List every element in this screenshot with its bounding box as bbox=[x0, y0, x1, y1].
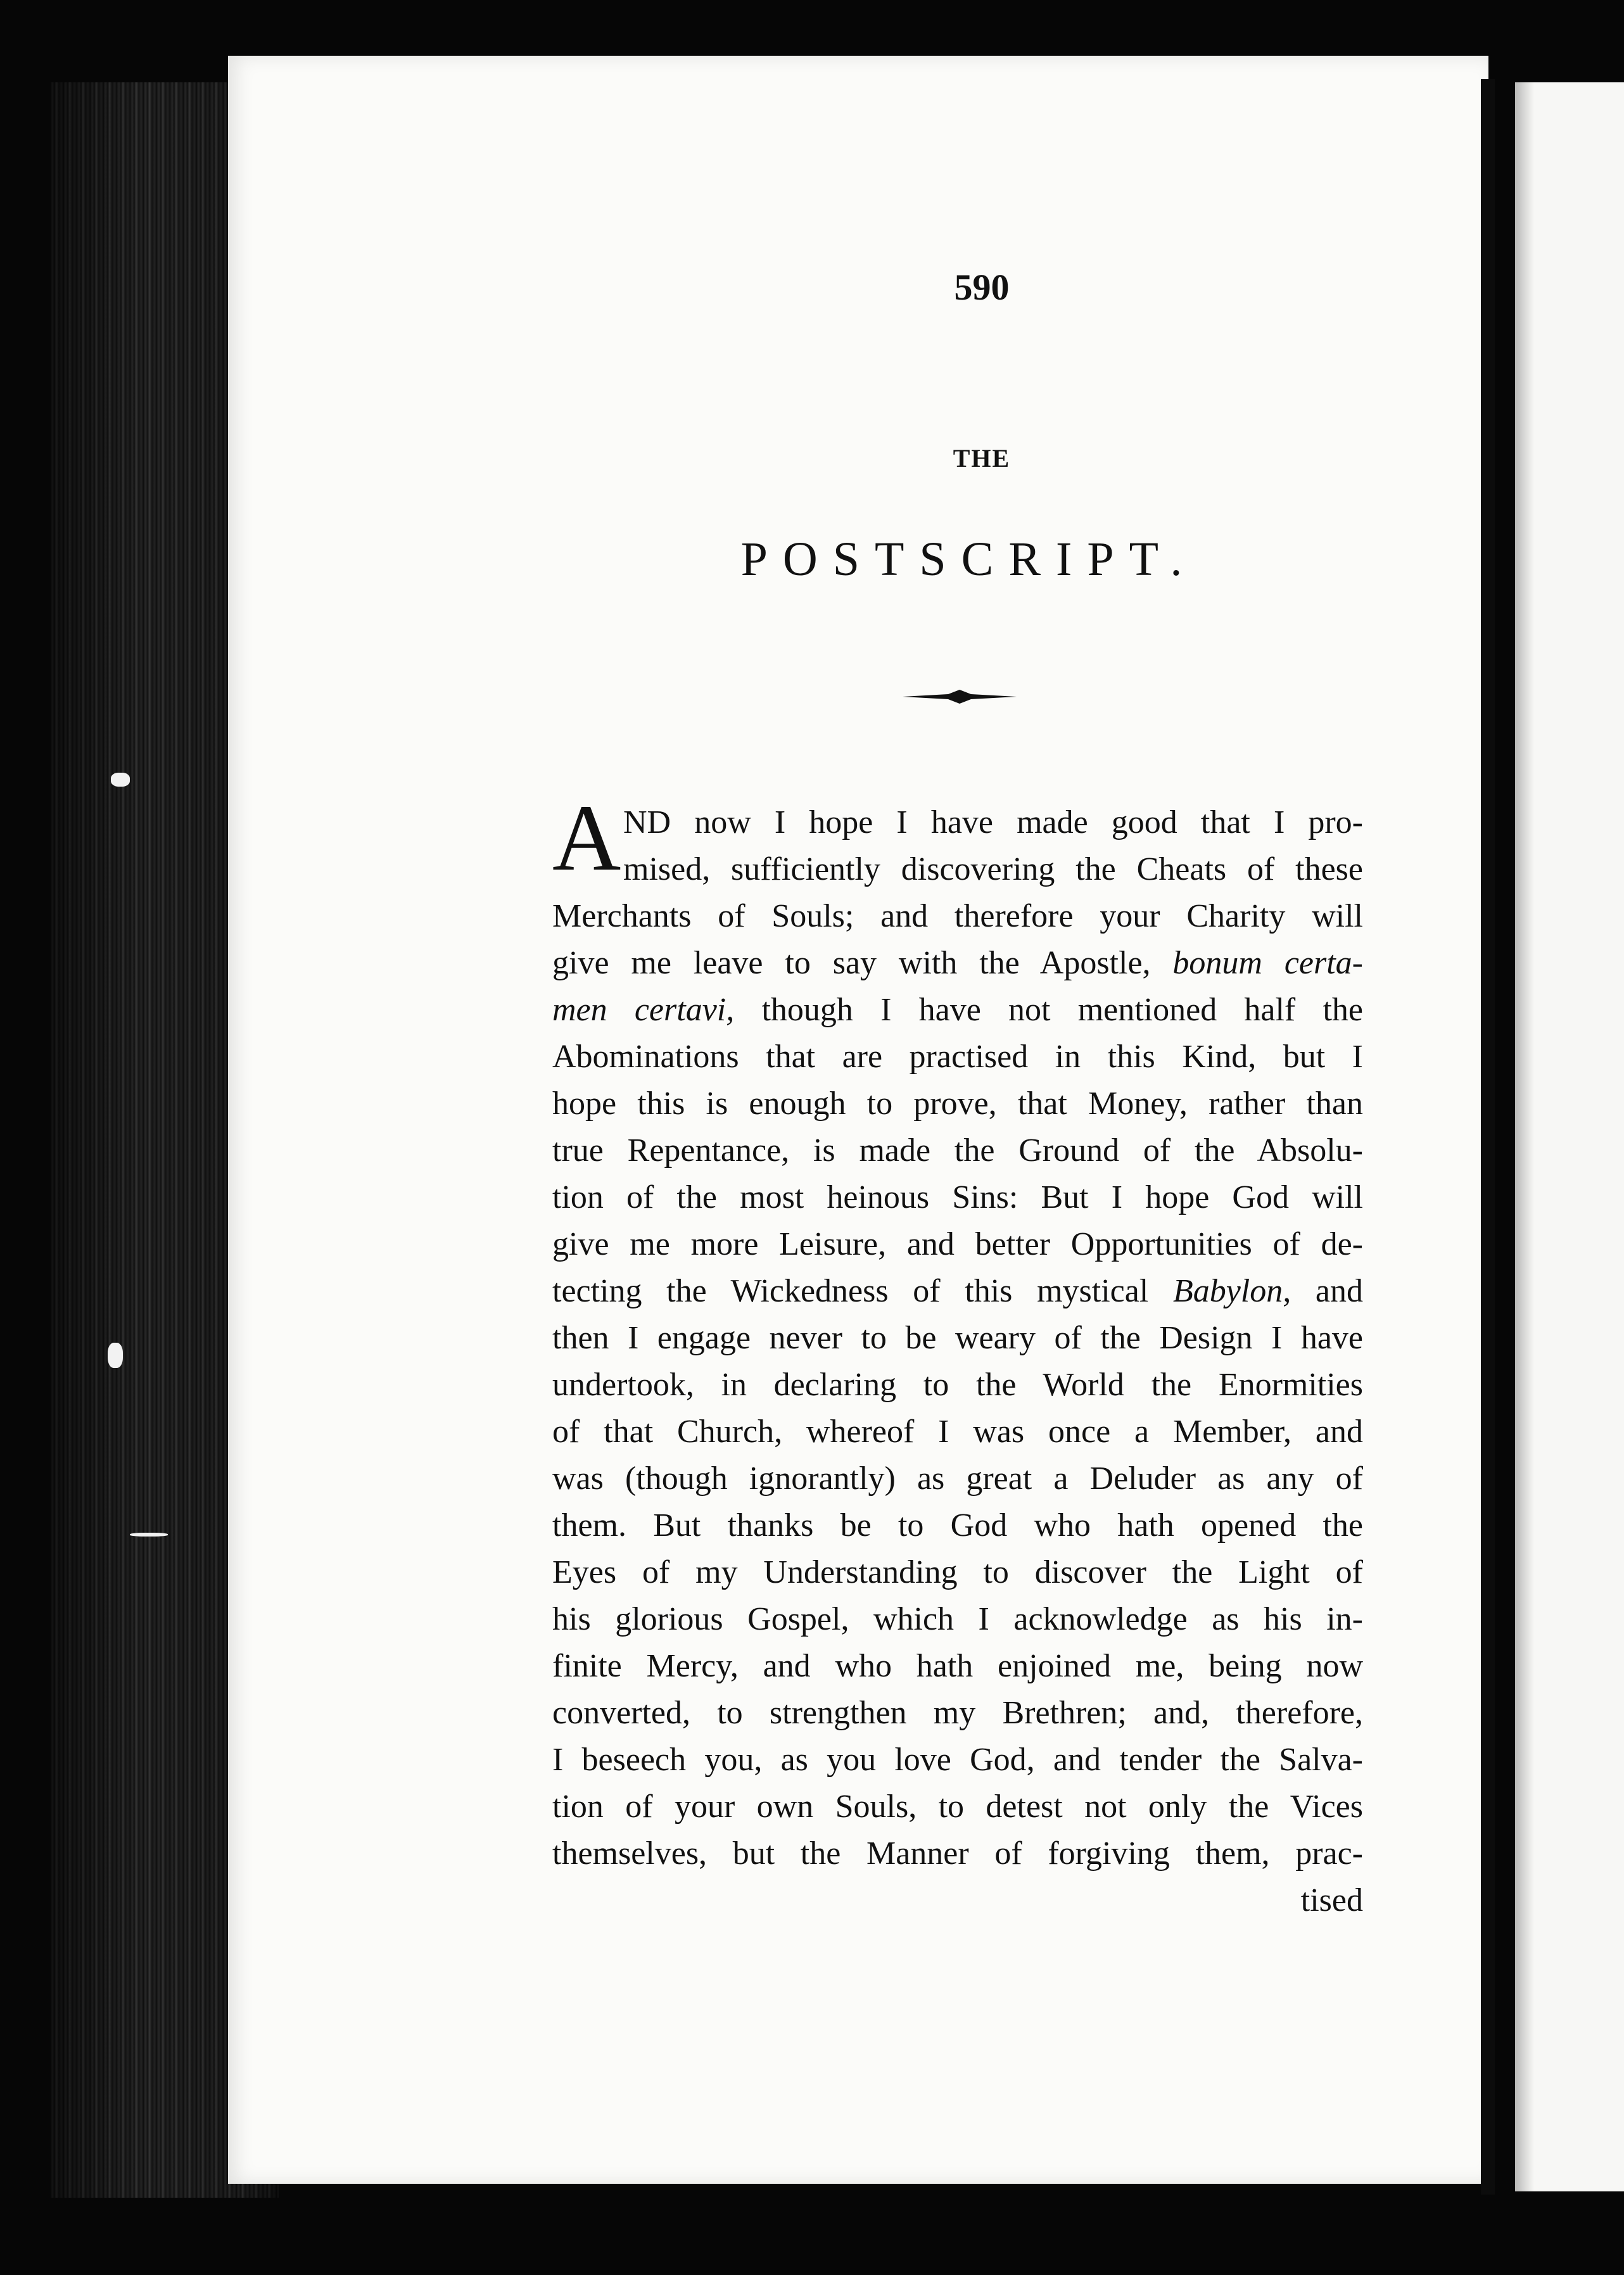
text-line: tion of the most heinous Sins: But I hope God will bbox=[552, 1179, 1363, 1215]
text-line: give me more Leisure, and better Opportunities of de- bbox=[552, 1226, 1363, 1262]
text-line: of that Church, whereof I was once a Member, and bbox=[552, 1414, 1363, 1450]
text-line: them. But thanks be to God who hath opened the bbox=[552, 1507, 1363, 1543]
text-line: Abominations that are practised in this Kind, but I bbox=[552, 1039, 1363, 1075]
text-line: I beseech you, as you love God, and tender the Salva- bbox=[552, 1742, 1363, 1778]
text-line: tion of your own Souls, to detest not only the Vices bbox=[552, 1789, 1363, 1825]
text-line: finite Mercy, and who hath enjoined me, being now bbox=[552, 1648, 1363, 1684]
italic-fragment: bonum certa- bbox=[1172, 945, 1363, 981]
ornament-rule-icon bbox=[903, 687, 1017, 706]
italic-fragment: men certavi, bbox=[552, 992, 735, 1028]
facing-page-shadow bbox=[1515, 82, 1534, 2191]
text-line: hope this is enough to prove, that Money, rather than bbox=[552, 1086, 1363, 1122]
italic-fragment: Babylon, bbox=[1172, 1273, 1291, 1309]
text-line: Merchants of Souls; and therefore your Charity will bbox=[552, 898, 1363, 934]
text-fragment: and bbox=[1291, 1273, 1363, 1309]
text-line: was (though ignorantly) as great a Deluder as any of bbox=[552, 1461, 1363, 1497]
text-line: Eyes of my Understanding to discover the Light of bbox=[552, 1554, 1363, 1590]
text-line: converted, to strengthen my Brethren; and, therefore, bbox=[552, 1695, 1363, 1731]
text-line: true Repentance, is made the Ground of the Absolu- bbox=[552, 1132, 1363, 1169]
text-line: then I engage never to be weary of the Design I have bbox=[552, 1320, 1363, 1356]
text-line: ND now I hope I have made good that I pro- bbox=[623, 804, 1363, 840]
page-gutter-edge bbox=[1481, 79, 1495, 2195]
text-line bbox=[552, 940, 1363, 987]
text-line: mised, sufficiently discovering the Cheats of these bbox=[623, 851, 1363, 887]
catchword: tised bbox=[1300, 1882, 1363, 1918]
text-fragment: give me leave to say with the Apostle, bbox=[552, 945, 1173, 981]
text-fragment: though I have not mentioned half the bbox=[734, 992, 1363, 1028]
text-line: undertook, in declaring to the World the Enormities bbox=[552, 1367, 1363, 1403]
text-line bbox=[552, 987, 1363, 1034]
drop-cap: A bbox=[552, 785, 621, 890]
text-line: his glorious Gospel, which I acknowledge as his in- bbox=[552, 1601, 1363, 1637]
heading-the: THE bbox=[953, 444, 1011, 472]
text-line bbox=[552, 1268, 1363, 1315]
body-text bbox=[552, 799, 1363, 1924]
text-line: themselves, but the Manner of forgiving them, prac- bbox=[552, 1835, 1363, 1872]
facing-page-edge bbox=[1515, 82, 1624, 2191]
page-number: 590 bbox=[954, 267, 1010, 308]
page-title: POSTSCRIPT. bbox=[740, 533, 1198, 586]
text-fragment: tecting the Wickedness of this mystical bbox=[552, 1273, 1173, 1309]
